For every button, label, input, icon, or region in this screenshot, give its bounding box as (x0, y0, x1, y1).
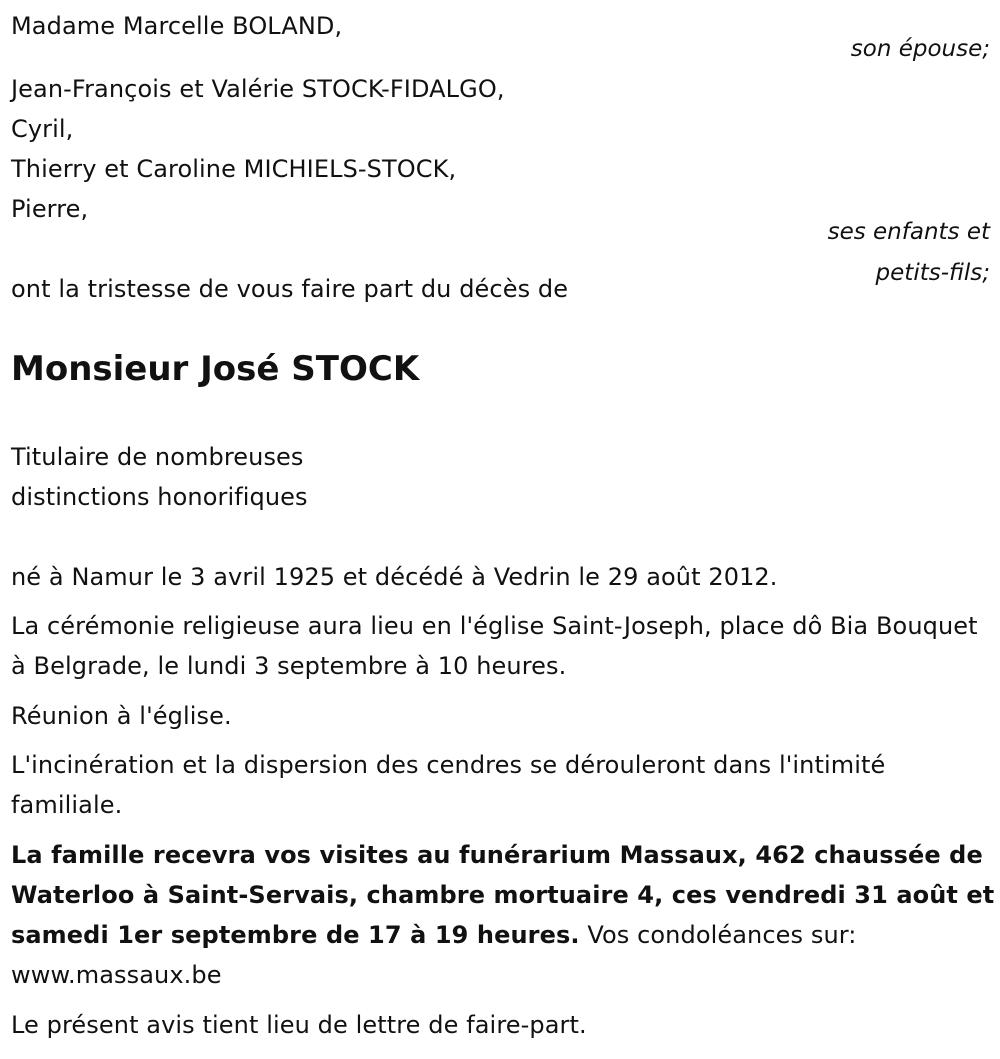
deceased-title-line-1: Titulaire de nombreuses (11, 443, 304, 471)
birth-death: né à Namur le 3 avril 1925 et décédé à Vedrin le 29 août 2012. (11, 563, 778, 591)
notice: Le présent avis tient lieu de lettre de faire-part. (11, 1011, 587, 1039)
cremation: L'incinération et la dispersion des cendres se dérouleront dans l'intimité familiale. (11, 751, 886, 819)
child-line-1: Jean-François et Valérie STOCK-FIDALGO, (11, 75, 505, 103)
deceased-name: Monsieur José STOCK (11, 349, 420, 389)
child-line-3: Thierry et Caroline MICHIELS-STOCK, (11, 155, 457, 183)
spouse-role: son épouse; (850, 36, 990, 62)
meeting: Réunion à l'église. (11, 702, 232, 730)
child-line-4: Pierre, (11, 195, 89, 223)
visits-paragraph (11, 835, 996, 995)
child-line-2: Cyril, (11, 115, 74, 143)
announcement: ont la tristesse de vous faire part du décès de (11, 275, 569, 303)
condolences: Vos condoléances sur: www.massaux.be (11, 921, 857, 989)
children-role-line-1: ses enfants et (827, 219, 990, 245)
deceased-title-line-2: distinctions honorifiques (11, 483, 308, 511)
children-role-line-2: petits-fils; (875, 260, 990, 286)
spouse-name: Madame Marcelle BOLAND, (11, 12, 343, 40)
ceremony: La cérémonie religieuse aura lieu en l'église Saint-Joseph, place dô Bia Bouquet à Belgrade, le lundi 3 septembre à 10 heures. (11, 612, 978, 680)
visits-details: La famille recevra vos visites au funérarium Massaux, 462 chaussée de Waterloo à Saint-Servais, chambre mortuaire 4, ces vendredi 31 août et samedi 1er septembre de 17 à 19 heures. (11, 841, 995, 949)
